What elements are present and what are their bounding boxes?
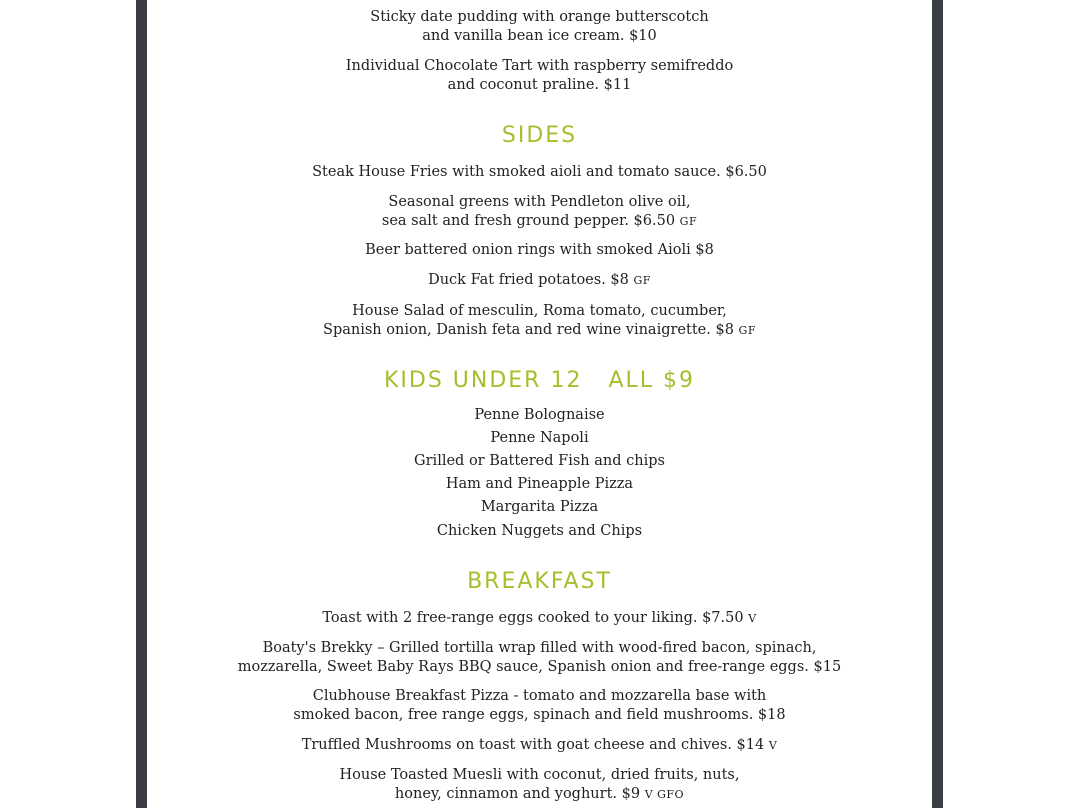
sides-heading: SIDES <box>501 123 578 148</box>
dietary-tag: GF <box>738 324 756 337</box>
side-item: Beer battered onion rings with smoked Aioli $8 <box>365 242 714 258</box>
breakfast-item: Boaty's Brekky – Grilled tortilla wrap filled with wood-fired bacon, spinach, mozzarella, Sweet Baby Rays BBQ sauce, Spanish onion and free-range eggs. $15 <box>237 640 842 675</box>
kids-item: Grilled or Battered Fish and chips <box>414 453 665 469</box>
kids-item: Margarita Pizza <box>480 499 599 515</box>
side-item: Steak House Fries with smoked aioli and tomato sauce. $6.50 <box>312 164 767 180</box>
side-item: Duck Fat fried potatoes. $8 GF <box>428 272 651 288</box>
dessert-item: Individual Chocolate Tart with raspberry semifreddo and coconut praline. $11 <box>345 58 734 93</box>
dietary-tag: V GFO <box>644 788 685 801</box>
dietary-tag: GF <box>679 215 698 228</box>
kids-price-note: ALL $9 <box>608 368 696 393</box>
breakfast-item: House Toasted Muesli with coconut, dried fruits, nuts, honey, cinnamon and yoghurt. $9 V GFO <box>339 767 740 802</box>
dietary-tag: GF <box>633 274 651 287</box>
kids-item: Ham and Pineapple Pizza <box>445 476 634 492</box>
breakfast-heading: BREAKFAST <box>467 569 612 594</box>
kids-item: Chicken Nuggets and Chips <box>436 523 643 539</box>
dietary-tag: V <box>768 739 778 752</box>
breakfast-item: Clubhouse Breakfast Pizza - tomato and mozzarella base with smoked bacon, free range eggs, spinach and field mushrooms. $18 <box>293 688 786 723</box>
dessert-item: Sticky date pudding with orange butterscotch and vanilla bean ice cream. $10 <box>370 9 709 44</box>
kids-heading <box>147 368 932 394</box>
kids-title: KIDS UNDER 12 <box>383 368 583 393</box>
menu-frame-left <box>136 0 147 808</box>
side-item: House Salad of mesculin, Roma tomato, cucumber, Spanish onion, Danish feta and red wine vinaigrette. $8 GF <box>323 303 756 338</box>
dietary-tag: V <box>748 612 757 625</box>
kids-item: Penne Napoli <box>490 430 589 446</box>
breakfast-item: Truffled Mushrooms on toast with goat cheese and chives. $14 V <box>301 737 778 753</box>
breakfast-item: Toast with 2 free-range eggs cooked to your liking. $7.50 V <box>322 610 757 626</box>
menu-frame-right <box>932 0 943 808</box>
side-item: Seasonal greens with Pendleton olive oil, sea salt and fresh ground pepper. $6.50 GF <box>381 194 698 229</box>
menu-page <box>147 0 932 808</box>
kids-item: Penne Bolognaise <box>474 407 605 423</box>
